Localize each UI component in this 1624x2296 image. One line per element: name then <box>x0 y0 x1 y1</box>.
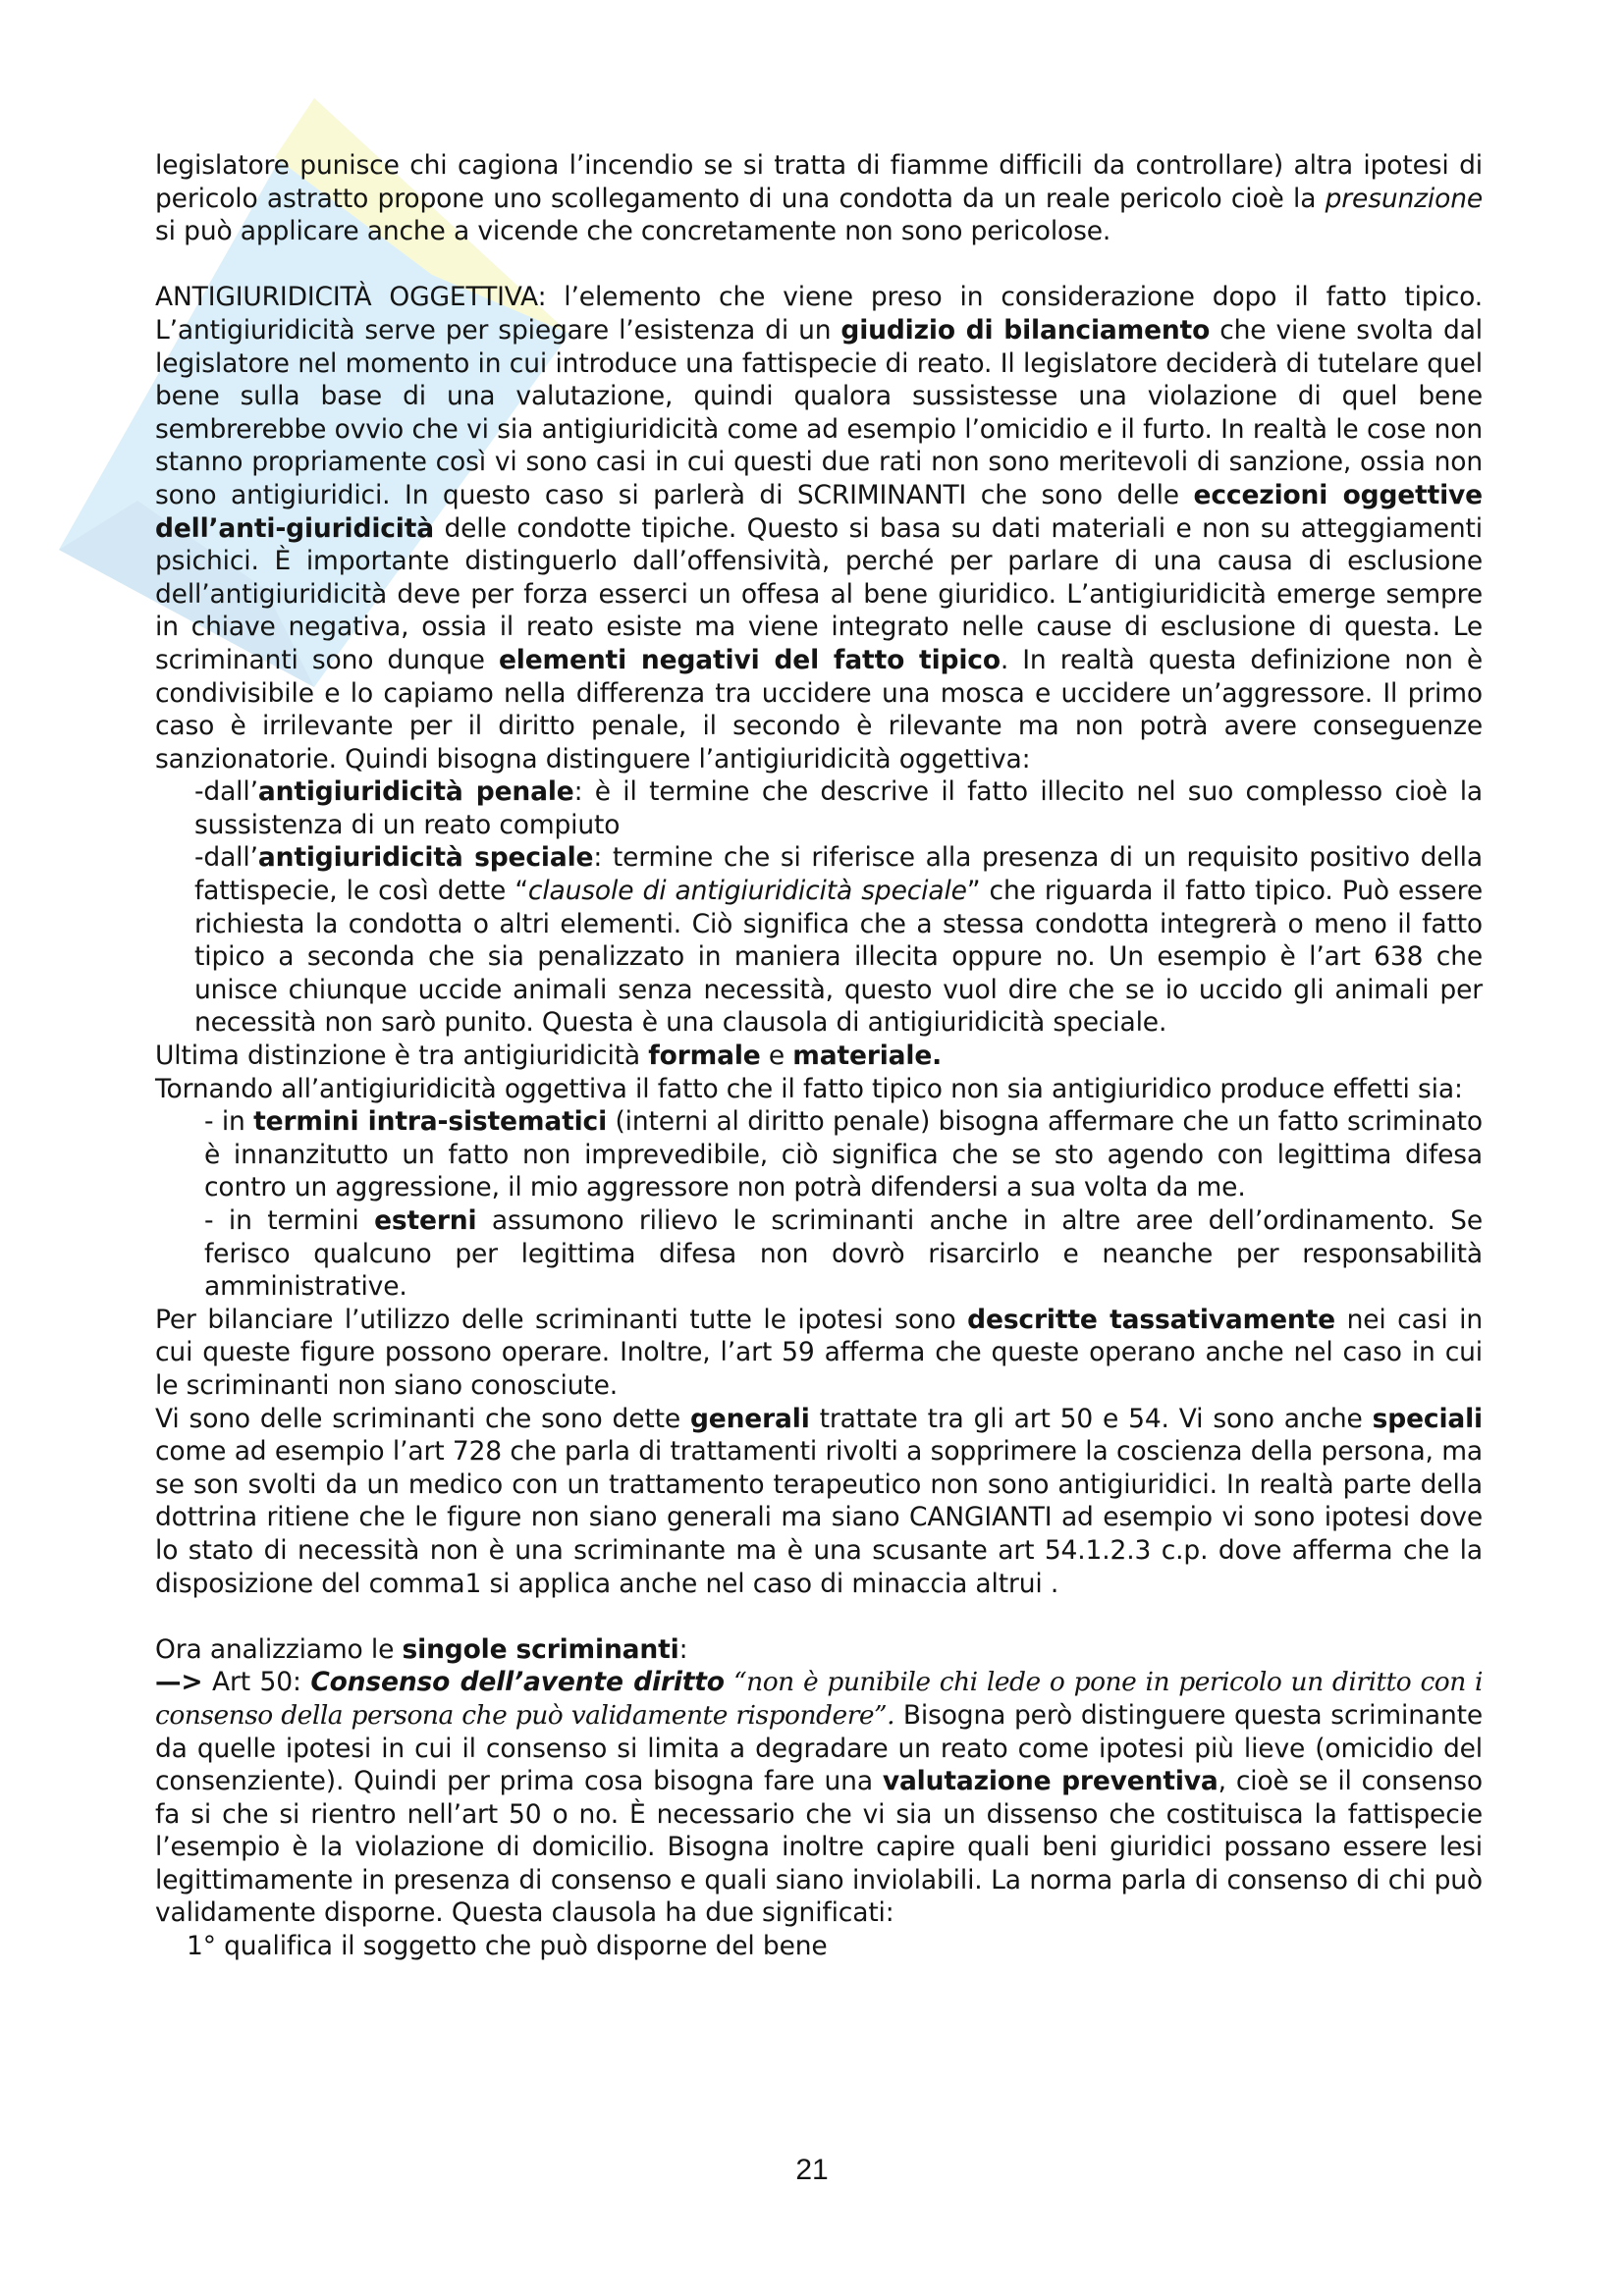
paragraph: Per bilanciare l’utilizzo delle scriminanti tutte le ipotesi sono descritte tassativamente nei casi in cui queste figure possono operare. Inoltre, l’art 59 afferma che queste operano anche nel caso in cui le scriminanti non siano conosciute. <box>155 1304 1483 1401</box>
paragraph: legislatore punisce chi cagiona l’incendio se si tratta di fiamme difficili da controllare) altra ipotesi di pericolo astratto propone uno scollegamento di una condotta da un reale pericolo cioè la presunzione si può applicare anche a vicende che concretamente non sono pericolose. <box>155 150 1483 247</box>
document-body <box>155 149 1483 1963</box>
list-item: -dall’antigiuridicità speciale: termine che si riferisce alla presenza di un requisito positivo della fattispecie, le così dette “clausole di antigiuridicità speciale” che riguarda il fatto tipico. Può essere richiesta la condotta o altri elementi. Ciò significa che a stessa condotta integrerà o meno il fatto tipico a seconda che sia penalizzato in maniera illecita oppure no. Un esempio è l’art 638 che unisce chiunque uccide animali senza necessità, questo vuol dire che se io uccido gli animali per necessità non sarò punito. Questa è una clausola di antigiuridicità speciale. <box>194 842 1483 1039</box>
paragraph: Ultima distinzione è tra antigiuridicità formale e materiale. <box>155 1041 943 1072</box>
paragraph: Tornando all’antigiuridicità oggettiva il fatto che il fatto tipico non sia antigiuridico produce effetti sia: <box>155 1073 1463 1104</box>
paragraph-art-50: —> Art 50: Consenso dell’avente diritto “non è punibile chi lede o pone in pericolo un diritto con i consenso della persona che può validamente rispondere”. Bisogna però distinguere questa scriminante da quelle ipotesi in cui il consenso si limita a degradare un reato come ipotesi più lieve (omicidio del consenziente). Quindi per prima cosa bisogna fare una valutazione preventiva, cioè se il consenso fa si che si rientro nell’art 50 o no. È necessario che vi sia un dissenso che costituisca la fattispecie l’esempio è la violazione di domicilio. Bisogna inoltre capire quali beni giuridici possano essere lesi legittimamente in presenza di consenso e quali siano inviolabili. La norma parla di consenso di chi può validamente disporne. Questa clausola ha due significati: <box>155 1667 1484 1929</box>
list-item: 1° qualifica il soggetto che può disporne del bene <box>187 1931 828 1962</box>
page-number: 21 <box>795 2154 829 2186</box>
arrow-icon: —> <box>155 1667 203 1698</box>
paragraph: Ora analizziamo le singole scriminanti: <box>155 1633 688 1665</box>
list-item: -dall’antigiuridicità penale: è il termine che descrive il fatto illecito nel suo complesso cioè la sussistenza di un reato compiuto <box>194 776 1483 840</box>
list-item: - in termini intra-sistematici (interni al diritto penale) bisogna affermare che un fatto scriminato è innanzitutto un fatto non imprevedibile, ciò significa che se sto agendo con legittima difesa contro un aggressione, il mio aggressore non potrà difendersi a sua volta da me. <box>204 1106 1483 1203</box>
paragraph: Vi sono delle scriminanti che sono dette generali trattate tra gli art 50 e 54. Vi sono anche speciali come ad esempio l’art 728 che parla di trattamenti rivolti a sopprimere la coscienza della persona, ma se son svolti da un medico con un trattamento terapeutico non sono antigiuridici. In realtà parte della dottrina ritiene che le figure non siano generali ma siano CANGIANTI ad esempio vi sono ipotesi dove lo stato di necessità non è una scriminante ma è una scusante art 54.1.2.3 c.p. dove afferma che la disposizione del comma1 si applica anche nel caso di minaccia altrui . <box>155 1403 1483 1599</box>
paragraph-antigiuridicita: ANTIGIURIDICITÀ OGGETTIVA: l’elemento che viene preso in considerazione dopo il fatto tipico. L’antigiuridicità serve per spiegare l’esistenza di un giudizio di bilanciamento che viene svolta dal legislatore nel momento in cui introduce una fattispecie di reato. Il legislatore deciderà di tutelare quel bene sulla base di una valutazione, quindi qualora sussistesse una violazione di quel bene sembrerebbe ovvio che vi sia antigiuridicità come ad esempio l’omicidio e il furto. In realtà le cose non stanno propriamente così vi sono casi in cui questi due rati non sono meritevoli di sanzione, ossia non sono antigiuridici. In questo caso si parlerà di SCRIMINANTI che sono delle eccezioni oggettive dell’anti-giuridicità delle condotte tipiche. Questo si basa su dati materiali e non su atteggiamenti psichici. È importante distinguerlo dall’offensività, perché per parlare di una causa di esclusione dell’antigiuridicità deve per forza esserci un offesa al bene giuridico. L’antigiuridicità emerge sempre in chiave negativa, ossia il reato esiste ma viene integrato nelle cause di esclusione di questa. Le scriminanti sono dunque elementi negativi del fatto tipico. In realtà questa definizione non è condivisibile e lo capiamo nella differenza tra uccidere una mosca e uccidere un’aggressore. Il primo caso è irrilevante per il diritto penale, il secondo è rilevante ma non potrà avere conseguenze sanzionatorie. Quindi bisogna distinguere l’antigiuridicità oggettiva: <box>155 282 1484 774</box>
list-item: - in termini esterni assumono rilievo le scriminanti anche in altre aree dell’ordinamento. Se ferisco qualcuno per legittima difesa non dovrò risarcirlo e neanche per responsabilità amministrative. <box>204 1205 1483 1303</box>
